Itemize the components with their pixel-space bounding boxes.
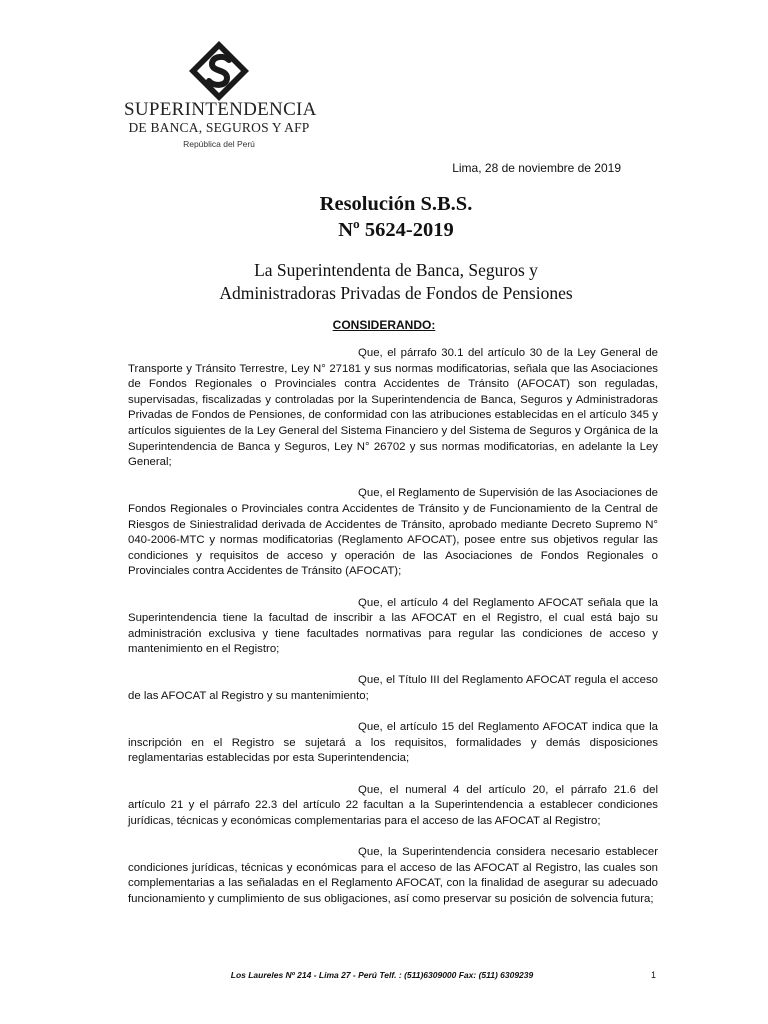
section-heading: CONSIDERANDO: [332, 318, 436, 332]
paragraph: Que, el numeral 4 del artículo 20, el párrafo 21.6 del artículo 21 y el párrafo 22.3 del artículo 22 facultan a la Superintendencia a establecer condiciones jurídicas, técnicas y económicas complementarias para el acceso de las AFOCAT al Registro; [128, 783, 658, 827]
resolution-title: Resolución S.B.S. [319, 193, 473, 215]
document-date: Lima, 28 de noviembre de 2019 [452, 161, 621, 175]
page-number: 1 [650, 970, 656, 980]
authority-line-2: Administradoras Privadas de Fondos de Pensiones [219, 283, 573, 303]
resolution-number: Nº 5624-2019 [338, 219, 454, 241]
paragraph: Que, el Reglamento de Supervisión de las Asociaciones de Fondos Regionales o Provinciales contra Accidentes de Tránsito y de Funcionamiento de la Central de Riesgos de Siniestralidad derivada de Accidentes de Tránsito, aprobado mediante Decreto Supremo N° 040-2006-MTC y normas modificatorias (Reglamento AFOCAT), posee entre sus objetivos regular las condiciones y requisitos de acceso y operación de las Asociaciones de Fondos Regionales o Provinciales contra Accidentes de Tránsito (AFOCAT); [128, 487, 658, 578]
paragraph: Que, la Superintendencia considera necesario establecer condiciones jurídicas, técnicas y económicas para el acceso de las AFOCAT al Registro, las cuales son complementarias a las señaladas en el Reglamento AFOCAT, con la finalidad de asegurar su adecuado funcionamiento y cumplimiento de sus obligaciones, así como preservar su posición de solvencia futura; [128, 846, 658, 905]
logo-country: República del Perú [183, 139, 255, 149]
paragraph: Que, el artículo 15 del Reglamento AFOCAT indica que la inscripción en el Registro se sujetará a los requisitos, formalidades y demás disposiciones reglamentarias establecidas por esta Superintendencia; [128, 721, 658, 765]
authority-line-1: La Superintendenta de Banca, Seguros y [254, 260, 538, 280]
logo-title: SUPERINTENDENCIA [124, 99, 317, 120]
paragraph: Que, el Título III del Reglamento AFOCAT regula el acceso de las AFOCAT al Registro y su mantenimiento; [128, 674, 658, 703]
paragraph: Que, el artículo 4 del Reglamento AFOCAT señala que la Superintendencia tiene la facultad de inscribir a las AFOCAT en el Registro, el cual está bajo su administración exclusiva y tiene facultades normativas para regular las condiciones de acceso y mantenimiento en el Registro; [128, 596, 658, 656]
sbs-logo [124, 40, 317, 150]
document-body [128, 346, 658, 923]
footer-address: Los Laureles Nº 214 - Lima 27 - Perú Telf. : (511)6309000 Fax: (511) 6309239 [230, 970, 534, 980]
paragraph: Que, el párrafo 30.1 del artículo 30 de la Ley General de Transporte y Tránsito Terrestre, Ley N° 27181 y sus normas modificatorias, señala que las Asociaciones de Fondos Regionales o Provinciales contra Accidentes de Tránsito (AFOCAT) son reguladas, supervisadas, fiscalizadas y controladas por la Superintendencia de Banca, Seguros y Administradoras Privadas de Fondos de Pensiones, de conformidad con las atribuciones establecidas en el artículo 345 y artículos siguientes de la Ley General del Sistema Financiero y del Sistema de Seguros y Orgánica de la Superintendencia de Banca y Seguros, Ley N° 26702 y sus normas modificatorias, en adelante la Ley General; [128, 347, 658, 469]
logo-subtitle: DE BANCA, SEGUROS Y AFP [128, 120, 310, 135]
sbs-diamond-logo-icon [188, 40, 250, 102]
